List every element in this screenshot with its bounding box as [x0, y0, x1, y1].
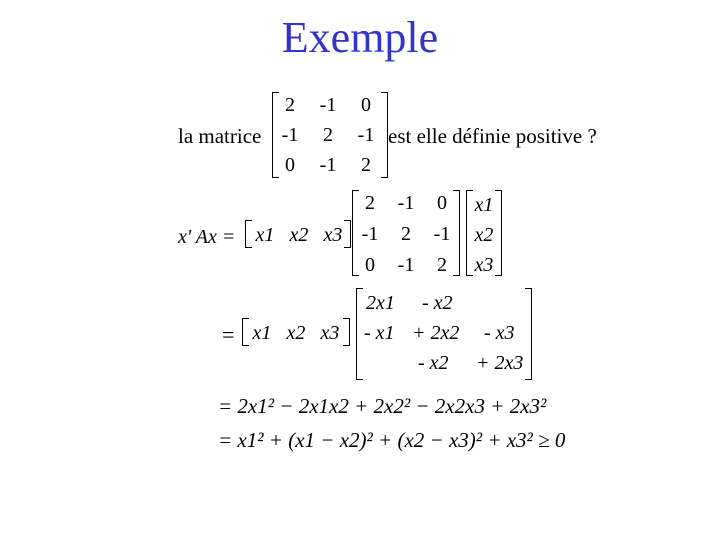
quadratic-lhs: x' Ax = [178, 226, 236, 248]
product-term: 2x1 [366, 292, 395, 314]
vector-entry: x3 [474, 254, 494, 276]
slide-title: Exemple [281, 13, 439, 62]
equals-sign: = [222, 322, 235, 347]
matrix-cell: 2 [323, 124, 333, 146]
matrix-cell: 0 [361, 94, 371, 116]
matrix-cell: -1 [319, 94, 337, 116]
row-vector [245, 220, 351, 250]
matrix-cell: -1 [361, 223, 379, 245]
vector-entry: x2 [474, 224, 494, 246]
question-prefix: la matrice [178, 124, 262, 148]
expansion-line-1: = 2x1² − 2x1x2 + 2x2² − 2x2x3 + 2x3² [218, 394, 547, 418]
matrix-cell: 2 [285, 94, 295, 116]
matrix-cell: 0 [285, 154, 295, 176]
matrix-cell: -1 [397, 192, 415, 214]
product-term: - x2 [418, 352, 449, 374]
product-term: + 2x3 [476, 352, 524, 374]
matrix-cell: 2 [365, 192, 375, 214]
product-term: - x3 [484, 322, 515, 344]
matrix-cell: -1 [319, 154, 337, 176]
matrix-cell: -1 [433, 223, 451, 245]
product-term: - x1 [364, 322, 395, 344]
vector-entry: x3 [323, 224, 343, 246]
matrix-cell: 2 [361, 154, 371, 176]
col-vector [466, 190, 502, 276]
matrix-cell: 2 [437, 254, 447, 276]
matrix-cell: -1 [357, 124, 375, 146]
matrix-cell: 2 [401, 223, 411, 245]
matrix-cell: 0 [365, 254, 375, 276]
product-term: - x2 [422, 292, 453, 314]
expansion-line-2: = x1² + (x1 − x2)² + (x2 − x3)² + x3² ≥ 0 [218, 428, 566, 452]
product-vector [356, 288, 532, 380]
question-suffix: est elle définie positive ? [388, 124, 597, 148]
row-vector-2 [242, 318, 350, 348]
matrix-cell: 0 [437, 192, 447, 214]
vector-entry: x2 [289, 224, 309, 246]
vector-entry: x2 [286, 322, 306, 344]
vector-entry: x3 [320, 322, 340, 344]
vector-entry: x1 [255, 224, 275, 246]
matrix-cell: -1 [281, 124, 299, 146]
vector-entry: x1 [474, 194, 494, 216]
product-term: + 2x2 [412, 322, 460, 344]
matrix-cell: -1 [397, 254, 415, 276]
matrix-a-product [352, 190, 460, 276]
matrix-a [272, 92, 388, 178]
vector-entry: x1 [252, 322, 272, 344]
